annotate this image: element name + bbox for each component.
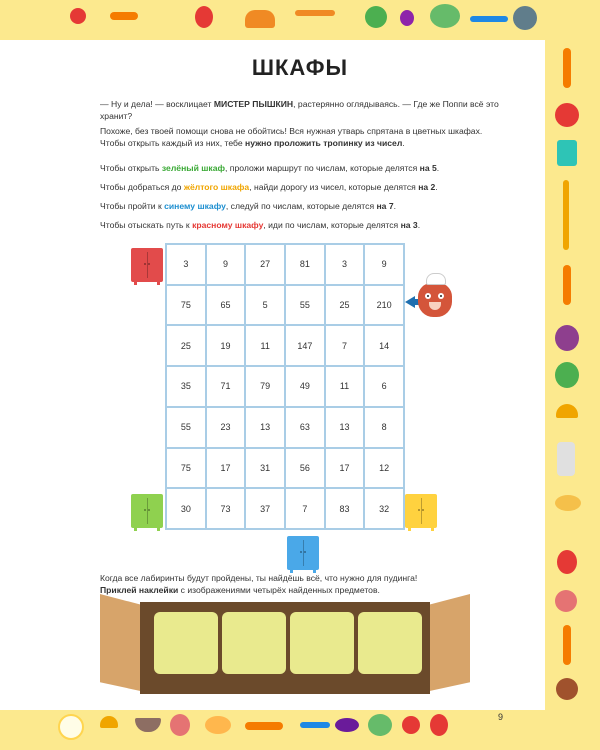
acorn-icon: [556, 678, 578, 700]
rule-green: [100, 162, 500, 174]
fork-icon: [295, 10, 335, 16]
eggplant-icon: [335, 718, 359, 732]
rule-text: Чтобы отыскать путь к: [100, 220, 193, 230]
red-cabinet-icon: [131, 248, 163, 282]
sticker-slot[interactable]: [358, 612, 422, 674]
character-mouth: [429, 302, 441, 310]
apple-icon: [555, 103, 579, 127]
grater-icon: [557, 140, 577, 166]
maze-cell[interactable]: 31: [245, 448, 285, 489]
mushroom-icon: [100, 716, 118, 728]
carrot-icon: [245, 722, 283, 730]
rule-divisor: на 3: [400, 220, 418, 230]
maze-cell[interactable]: 17: [325, 448, 365, 489]
rule-divisor: на 5: [419, 163, 437, 173]
maze-cell[interactable]: 56: [285, 448, 325, 489]
help-paragraph: [100, 125, 500, 149]
maze-cell[interactable]: 3: [166, 244, 206, 285]
maze-cell[interactable]: 17: [206, 448, 246, 489]
strainer-icon: [513, 6, 537, 30]
shelf-door-left: [100, 594, 145, 692]
salt-shaker-icon: [557, 442, 575, 476]
maze-cell[interactable]: 75: [166, 285, 206, 326]
basil-icon: [555, 362, 579, 388]
maze-cell[interactable]: 9: [206, 244, 246, 285]
onion-icon: [555, 325, 579, 351]
cabinet-leg: [134, 528, 137, 531]
maze-cell[interactable]: 8: [364, 407, 404, 448]
outro-emphasis: Приклей наклейки: [100, 585, 179, 595]
green-cabinet-icon: [131, 494, 163, 528]
sticker-slot[interactable]: [222, 612, 286, 674]
blue-cabinet-icon: [287, 536, 319, 570]
rule-text: .: [435, 182, 438, 192]
carrot-icon: [563, 265, 571, 305]
rule-yellow: [100, 181, 500, 193]
outro-text-end: с изображениями четырёх найденных предметов.: [178, 585, 380, 595]
rule-text: .: [436, 163, 440, 173]
blackberry-icon: [400, 10, 414, 26]
help-text-end: .: [402, 138, 405, 148]
rule-text: Чтобы открыть: [100, 163, 162, 173]
maze-cell[interactable]: 19: [206, 325, 246, 366]
maze-cell[interactable]: 63: [285, 407, 325, 448]
cabinet-knobs: [418, 509, 424, 511]
maze-cell[interactable]: 30: [166, 488, 206, 529]
sticker-slot[interactable]: [290, 612, 354, 674]
maze-cell[interactable]: 11: [325, 366, 365, 407]
maze-cell[interactable]: 14: [364, 325, 404, 366]
chef-hat-icon: [426, 273, 446, 285]
cabinet-knobs: [300, 551, 306, 553]
maze-cell[interactable]: 23: [206, 407, 246, 448]
maze-cell[interactable]: 83: [325, 488, 365, 529]
maze-cell[interactable]: 7: [325, 325, 365, 366]
maze-cell[interactable]: 79: [245, 366, 285, 407]
maze-cell[interactable]: 49: [285, 366, 325, 407]
carrot-icon: [110, 12, 138, 20]
help-emphasis: нужно проложить тропинку из чисел: [245, 138, 403, 148]
rule-text: , иди по числам, которые делятся: [263, 220, 401, 230]
cabinet-leg: [431, 528, 434, 531]
egg-icon: [58, 714, 84, 740]
maze-cell[interactable]: 13: [245, 407, 285, 448]
rule-text: , проложи маршрут по числам, которые делятся: [225, 163, 420, 173]
character-name: МИСТЕР ПЫШКИН: [213, 99, 294, 109]
lettuce-icon: [430, 4, 460, 28]
outro-paragraph: [100, 572, 500, 596]
whisk-icon: [300, 722, 330, 728]
rule-text: .: [417, 220, 421, 230]
pizza-icon: [205, 716, 231, 734]
sticker-shelf: [100, 594, 470, 700]
rule-red: [100, 219, 500, 231]
lettuce-icon: [368, 714, 392, 736]
strawberry-icon: [430, 714, 448, 736]
maze-cell[interactable]: 12: [364, 448, 404, 489]
rule-text: .: [393, 201, 397, 211]
maze-cell[interactable]: 25: [325, 285, 365, 326]
cabinet-leg: [157, 282, 160, 285]
maze-cell[interactable]: 81: [285, 244, 325, 285]
shelf-door-right: [425, 594, 470, 692]
tomato-icon: [402, 716, 420, 734]
maze-cell[interactable]: 55: [285, 285, 325, 326]
strawberry-icon: [557, 550, 577, 574]
intro-text: — Ну и дела! — восклицает: [100, 99, 214, 109]
maze-cell[interactable]: 13: [325, 407, 365, 448]
pasta-icon: [555, 495, 581, 511]
rule-divisor: на 2: [418, 182, 436, 192]
sticker-slot[interactable]: [154, 612, 218, 674]
yellow-cabinet-icon: [405, 494, 437, 528]
maze-cell[interactable]: 37: [245, 488, 285, 529]
character-eye: [438, 293, 444, 299]
page-number: 9: [498, 712, 504, 722]
bottom-food-border: [0, 710, 600, 750]
rule-divisor: на 7: [376, 201, 394, 211]
page-title: ШКАФЫ: [251, 55, 349, 80]
maze-cell[interactable]: 11: [245, 325, 285, 366]
spatula-icon: [470, 16, 508, 22]
rule-text: , следуй по числам, которые делятся: [225, 201, 377, 211]
intro-text-end: , растерянно оглядываясь. — Где же Поппи всё это хранит?: [100, 99, 499, 121]
maze-cell[interactable]: 9: [364, 244, 404, 285]
start-arrow-icon: [405, 296, 415, 308]
maze-cell[interactable]: 71: [206, 366, 246, 407]
outro-text: Когда все лабиринты будут пройдены, ты найдёшь всё, что нужно для пудинга!: [100, 573, 418, 583]
cupcake-icon: [555, 590, 577, 612]
maze-cell[interactable]: 35: [166, 366, 206, 407]
strawberry-icon: [195, 6, 213, 28]
intro-paragraph: [100, 98, 500, 122]
maze-cell[interactable]: 3: [325, 244, 365, 285]
cabinet-knobs: [144, 509, 150, 511]
maze-cell[interactable]: 65: [206, 285, 246, 326]
rule-cabinet-name: синему шкафу: [164, 201, 226, 211]
maze-cell[interactable]: 32: [364, 488, 404, 529]
cabinet-leg: [408, 528, 411, 531]
rule-text: , найди дорогу из чисел, которые делятся: [249, 182, 419, 192]
basil-icon: [365, 6, 387, 28]
maze-cell[interactable]: 147: [285, 325, 325, 366]
pot-icon: [245, 10, 275, 28]
top-food-border: [0, 0, 600, 40]
maze-cell[interactable]: 7: [285, 488, 325, 529]
cabinet-leg: [157, 528, 160, 531]
number-maze-grid: [165, 243, 405, 530]
character-eye: [425, 293, 431, 299]
cupcake-icon: [170, 714, 190, 736]
maze-cell[interactable]: 73: [206, 488, 246, 529]
maze-cell[interactable]: 27: [245, 244, 285, 285]
maze-cell[interactable]: 25: [166, 325, 206, 366]
fork-icon: [563, 180, 569, 250]
rule-blue: [100, 200, 500, 212]
rule-text: Чтобы пройти к: [100, 201, 165, 211]
mister-pyshkin-character: [418, 283, 452, 317]
cabinet-knobs: [144, 263, 150, 265]
rule-cabinet-name: красному шкафу: [192, 220, 264, 230]
rule-cabinet-name: зелёный шкаф: [161, 163, 226, 173]
rule-cabinet-name: жёлтого шкафа: [183, 182, 250, 192]
maze-cell[interactable]: 55: [166, 407, 206, 448]
maze-cell[interactable]: 6: [364, 366, 404, 407]
maze-cell[interactable]: 75: [166, 448, 206, 489]
maze-cell[interactable]: 5: [245, 285, 285, 326]
help-text: Похоже, без твоей помощи снова не обойтись! Вся нужная утварь спрятана в цветных шкафах. Чтобы открыть каждый из них, тебе: [100, 126, 483, 148]
cabinet-leg: [134, 282, 137, 285]
cherry-icon: [70, 8, 86, 24]
carrot-icon: [563, 625, 571, 665]
maze-cell[interactable]: 210: [364, 285, 404, 326]
rule-text: Чтобы добраться до: [100, 182, 184, 192]
